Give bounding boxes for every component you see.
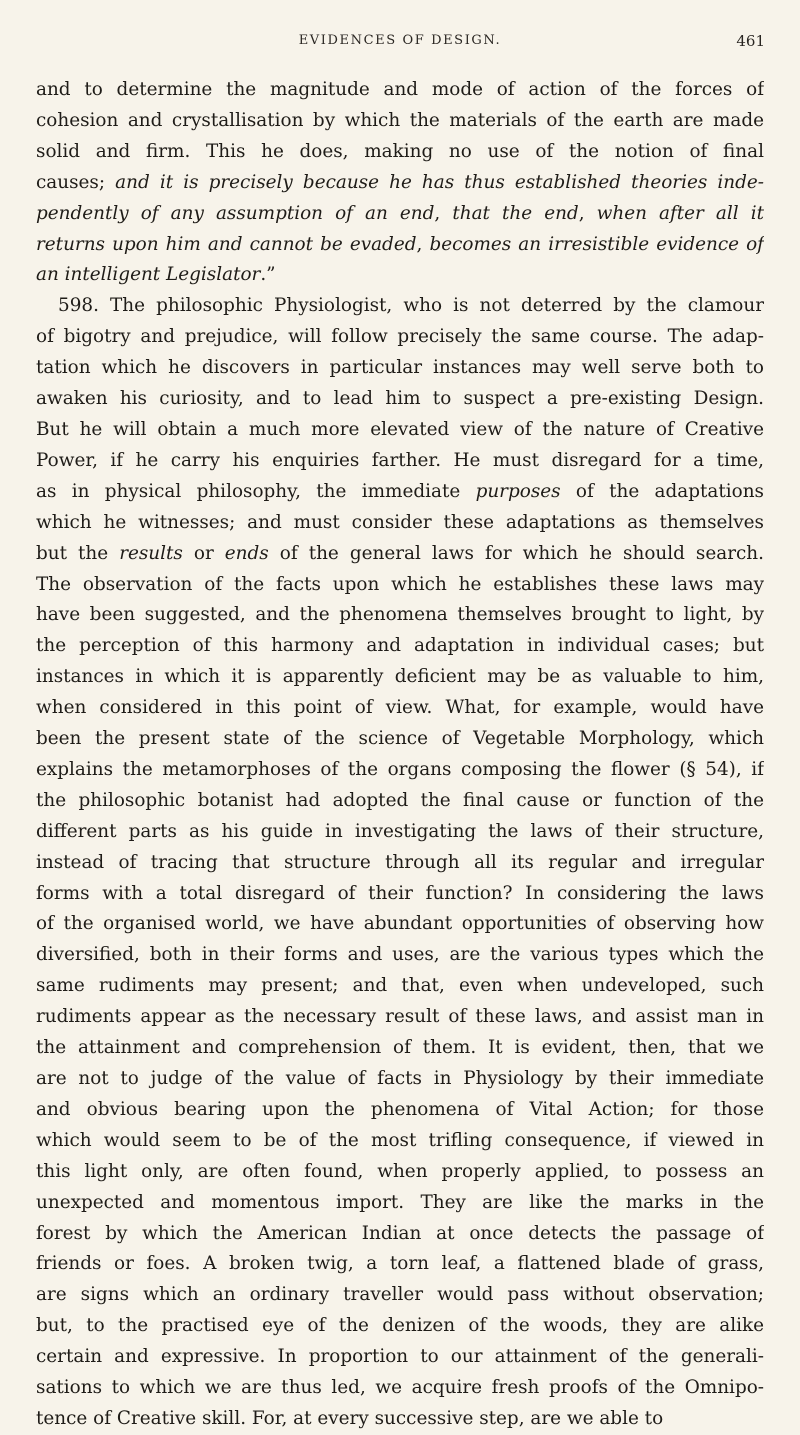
text-line: an intelligent Legislator.” (36, 264, 276, 286)
text-line: instances in which it is apparently deficient may be as valuable to him, (36, 666, 764, 688)
text-line: tation which he discovers in particular instances may well serve both to (36, 357, 764, 379)
text-line: the perception of this harmony and adaptation in individual cases; but (36, 635, 764, 657)
text-line: this light only, are often found, when properly applied, to possess an (36, 1160, 764, 1182)
body-text (36, 75, 764, 1435)
text-line: the attainment and comprehension of them. It is evident, then, that we (36, 1037, 764, 1059)
running-head (0, 33, 800, 55)
text-line: same rudiments may present; and that, even when undeveloped, such (36, 975, 764, 997)
text-line: unexpected and momentous import. They are like the marks in the (36, 1191, 764, 1213)
text-line: when considered in this point of view. What, for example, would have (36, 697, 764, 719)
text-line: but the results or ends of the general laws for which he should search. (36, 542, 764, 564)
text-line: have been suggested, and the phenomena themselves brought to light, by (36, 604, 764, 626)
text-line: different parts as his guide in investigating the laws of their structure, (36, 820, 764, 842)
text-line: diversified, both in their forms and uses, are the various types which the (36, 944, 764, 966)
text-line: But he will obtain a much more elevated view of the nature of Creative (36, 418, 764, 440)
text-line: as in physical philosophy, the immediate purposes of the adaptations (36, 480, 764, 502)
text-line: awaken his curiosity, and to lead him to suspect a pre-existing Design. (36, 388, 764, 410)
text-line: been the present state of the science of Vegetable Morphology, which (36, 728, 764, 750)
text-line: forest by which the American Indian at once detects the passage of (36, 1222, 764, 1244)
text-line: Power, if he carry his enquiries farther. He must disregard for a time, (36, 449, 764, 471)
text-line: which he witnesses; and must consider these adaptations as themselves (36, 511, 764, 533)
text-line: rudiments appear as the necessary result of these laws, and assist man in (36, 1006, 764, 1028)
text-line: The observation of the facts upon which he establishes these laws may (36, 573, 764, 595)
text-line: cohesion and crystallisation by which the materials of the earth are made (36, 109, 764, 131)
text-line: solid and firm. This he does, making no use of the notion of final (36, 140, 764, 162)
text-line: are signs which an ordinary traveller would pass without observation; (36, 1284, 764, 1306)
text-line: which would seem to be of the most trifling consequence, if viewed in (36, 1129, 764, 1151)
text-line: the philosophic botanist had adopted the final cause or function of the (36, 789, 764, 811)
running-title: EVIDENCES OF DESIGN. (298, 33, 502, 48)
text-line: of bigotry and prejudice, will follow precisely the same course. The adap- (36, 326, 764, 348)
text-line: causes; and it is precisely because he has thus established theories inde- (36, 171, 764, 193)
text-line: forms with a total disregard of their function? In considering the laws (36, 882, 764, 904)
text-line: are not to judge of the value of facts in Physiology by their immediate (36, 1068, 764, 1089)
text-line: friends or foes. A broken twig, a torn leaf, a flattened blade of grass, (36, 1253, 764, 1275)
page-number: 461 (736, 32, 765, 50)
text-line: but, to the practised eye of the denizen of the woods, they are alike (36, 1315, 764, 1337)
text-line: certain and expressive. In proportion to our attainment of the generali- (36, 1346, 764, 1368)
text-line: pendently of any assumption of an end, that the end, when after all it (36, 202, 764, 224)
text-line: and to determine the magnitude and mode of action of the forces of (36, 79, 764, 100)
text-line: instead of tracing that structure through all its regular and irregular (36, 851, 764, 873)
text-line: returns upon him and cannot be evaded, becomes an irresistible evidence of (36, 233, 764, 255)
text-line: sations to which we are thus led, we acquire fresh proofs of the Omnipo- (36, 1377, 764, 1399)
text-line: of the organised world, we have abundant opportunities of observing how (36, 913, 764, 935)
text-line: tence of Creative skill. For, at every successive step, are we able to (36, 1407, 664, 1429)
text-line: 598. The philosophic Physiologist, who is not deterred by the clamour (58, 295, 764, 317)
text-line: and obvious bearing upon the phenomena of Vital Action; for those (36, 1098, 764, 1120)
text-line: explains the metamorphoses of the organs composing the flower (§ 54), if (36, 758, 764, 780)
